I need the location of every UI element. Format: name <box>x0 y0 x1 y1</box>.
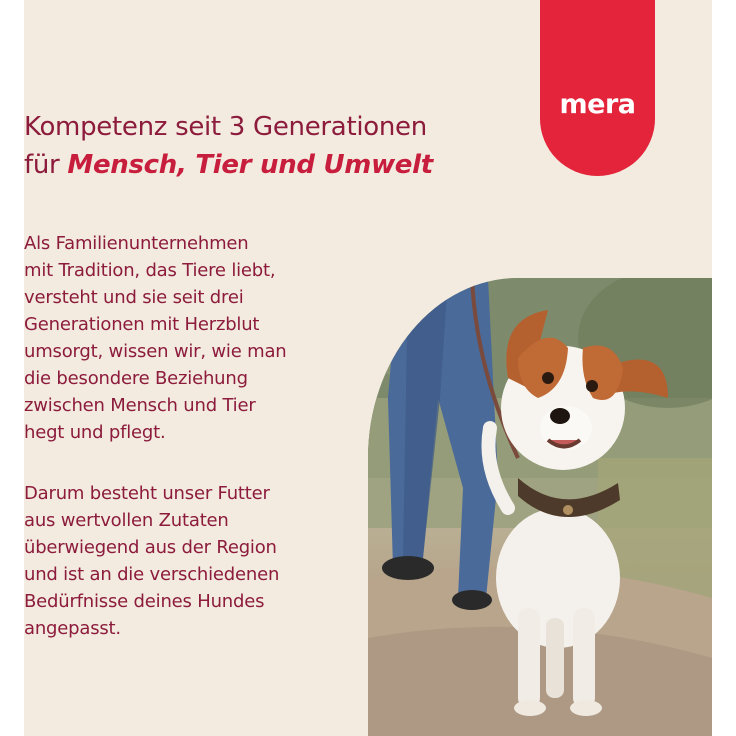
headline-prefix: für <box>24 150 68 180</box>
dog-photo <box>368 278 712 736</box>
mera-logo <box>540 0 655 176</box>
headline-emphasis: Mensch, Tier und Umwelt <box>67 150 433 180</box>
paragraph-line: überwiegend aus der Region <box>24 537 277 558</box>
paragraph-line: angepasst. <box>24 618 121 639</box>
paragraph-line: Bedürfnisse deines Hundes <box>24 591 265 612</box>
content-panel <box>24 0 712 736</box>
paragraph-line: umsorgt, wissen wir, wie man <box>24 341 287 362</box>
headline <box>24 108 544 184</box>
paragraph-line: Darum besteht unser Futter <box>24 483 270 504</box>
paragraph-tradition <box>24 230 384 446</box>
paragraph-line: die besondere Beziehung <box>24 368 248 389</box>
headline-line-2 <box>24 146 544 184</box>
paragraph-line: Generationen mit Herzblut <box>24 314 260 335</box>
paragraph-food <box>24 480 384 642</box>
paragraph-line: und ist an die verschiedenen <box>24 564 280 585</box>
headline-line-1: Kompetenz seit 3 Generationen <box>24 112 427 142</box>
logo-text: mera <box>559 89 636 120</box>
paragraph-line: Als Familienunternehmen <box>24 233 249 254</box>
paragraph-line: aus wertvollen Zutaten <box>24 510 229 531</box>
paragraph-line: zwischen Mensch und Tier <box>24 395 256 416</box>
paragraph-line: versteht und sie seit drei <box>24 287 244 308</box>
paragraph-line: hegt und pflegt. <box>24 422 166 443</box>
paragraph-line: mit Tradition, das Tiere liebt, <box>24 260 276 281</box>
